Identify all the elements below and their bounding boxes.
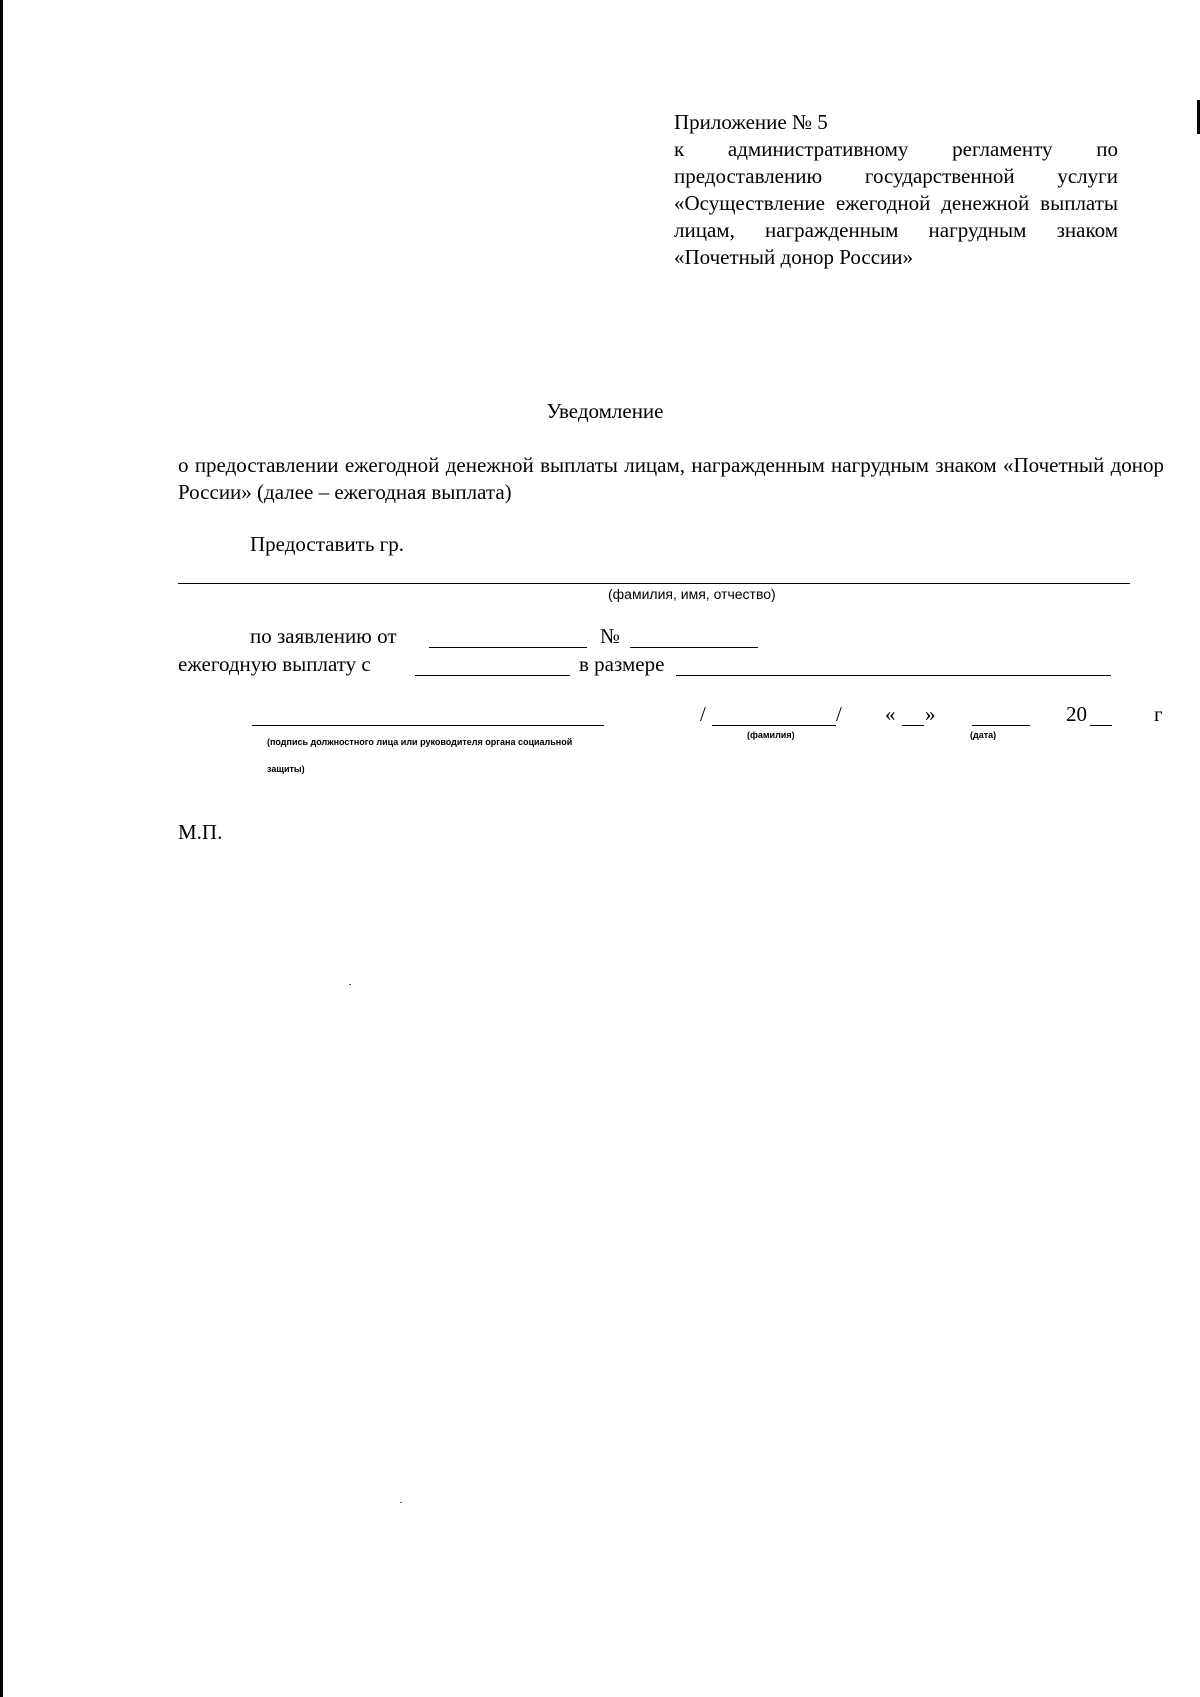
grant-label: Предоставить гр. bbox=[250, 532, 405, 556]
scan-edge-left bbox=[0, 0, 3, 1697]
year-suffix: г bbox=[1154, 702, 1163, 726]
appendix-number: Приложение № 5 bbox=[674, 110, 828, 134]
slash-right: / bbox=[836, 702, 842, 726]
month-line[interactable] bbox=[972, 725, 1030, 726]
date-caption: (дата) bbox=[970, 730, 997, 740]
day-line[interactable] bbox=[902, 725, 924, 726]
number-sign: № bbox=[600, 624, 621, 648]
application-date-line[interactable] bbox=[429, 647, 587, 648]
fio-line[interactable] bbox=[178, 583, 1130, 584]
appendix-text: к административному регламенту по предоставлению государственной услуги «Осуществление ежегодной денежной выплаты лицам, награжденным нагрудным знаком «Почетный донор России» bbox=[674, 137, 1118, 269]
payment-from-label: ежегодную выплату с bbox=[178, 652, 371, 676]
scan-speck bbox=[349, 984, 351, 985]
day-quote-close: » bbox=[925, 702, 936, 726]
year-line[interactable] bbox=[1090, 725, 1112, 726]
seal-placeholder: М.П. bbox=[178, 820, 223, 844]
document-title: Уведомление bbox=[546, 399, 664, 423]
application-number-line[interactable] bbox=[630, 647, 758, 648]
amount-line[interactable] bbox=[676, 675, 1111, 676]
document-subject: о предоставлении ежегодной денежной выплаты лицам, награжденным нагрудным знаком «Почетный донор России» (далее – ежегодная выплата) bbox=[178, 453, 1164, 504]
application-from-label: по заявлению от bbox=[250, 624, 397, 648]
surname-line[interactable] bbox=[712, 725, 836, 726]
signature-line[interactable] bbox=[252, 725, 604, 726]
year-prefix: 20 bbox=[1066, 702, 1087, 726]
surname-caption: (фамилия) bbox=[747, 730, 795, 740]
payment-start-line[interactable] bbox=[415, 675, 570, 676]
signature-caption: (подпись должностного лица или руководителя органа социальной защиты) bbox=[267, 737, 573, 774]
amount-label: в размере bbox=[579, 652, 665, 676]
scan-speck bbox=[400, 1502, 402, 1503]
fio-caption: (фамилия, имя, отчество) bbox=[608, 586, 776, 602]
day-quote-open: « bbox=[885, 702, 896, 726]
slash-left: / bbox=[700, 702, 706, 726]
appendix-block bbox=[674, 109, 1118, 271]
